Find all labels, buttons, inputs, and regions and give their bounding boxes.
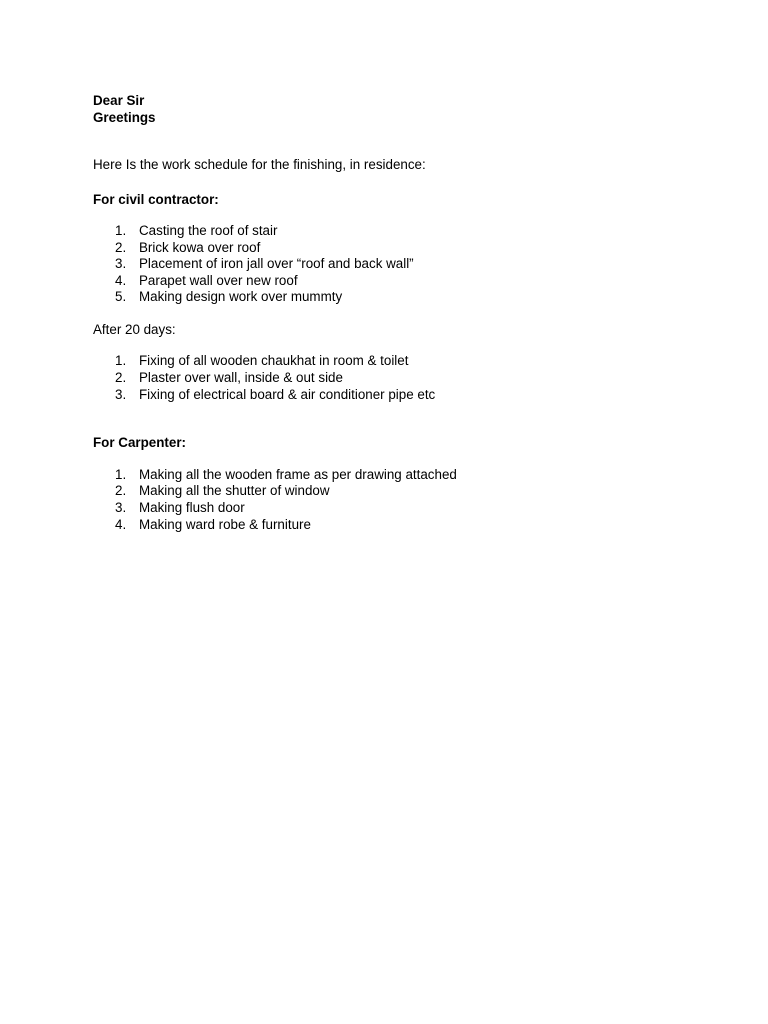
list-item-text: Making flush door [139, 499, 245, 515]
list-item-text: Making ward robe & furniture [139, 516, 311, 532]
list-item [93, 273, 713, 290]
letter-page [93, 93, 713, 533]
list-item-number: 1. [115, 466, 127, 482]
list-item [93, 353, 713, 370]
list-item [93, 370, 713, 387]
list-item-number: 1. [115, 223, 127, 238]
list-item [93, 240, 713, 257]
list-item [93, 223, 713, 240]
intro-text: Here Is the work schedule for the finishing, in residence: [93, 157, 426, 172]
list-item-text: Casting the roof of stair [139, 223, 278, 238]
salutation: Dear Sir [93, 93, 145, 108]
civil-contractor-list [93, 223, 713, 306]
after-days-label: After 20 days: [93, 321, 176, 337]
list-item-number: 3. [115, 256, 127, 272]
civil-contractor-heading: For civil contractor: [93, 191, 219, 207]
list-item-text: Making all the shutter of window [139, 483, 330, 499]
carpenter-list [93, 467, 713, 533]
after-days-list [93, 353, 713, 403]
carpenter-heading: For Carpenter: [93, 435, 187, 451]
list-item-text: Making all the wooden frame as per drawing attached [139, 466, 457, 482]
list-item [93, 500, 713, 517]
list-item-number: 4. [115, 272, 127, 288]
list-item-text: Fixing of all wooden chaukhat in room & toilet [139, 353, 409, 369]
list-item-text: Brick kowa over roof [139, 239, 261, 255]
list-item-number: 3. [115, 386, 127, 402]
list-item [93, 467, 713, 484]
list-item-text: Plaster over wall, inside & out side [139, 370, 343, 386]
list-item-number: 2. [115, 239, 127, 255]
list-item-text: Fixing of electrical board & air conditioner pipe etc [139, 386, 436, 402]
list-item-number: 2. [115, 483, 127, 499]
list-item [93, 387, 713, 404]
list-item-number: 2. [115, 370, 127, 386]
list-item-text: Parapet wall over new roof [139, 272, 298, 288]
list-item [93, 483, 713, 500]
list-item-number: 5. [115, 289, 127, 305]
list-item-text: Making design work over mummty [139, 289, 343, 305]
list-item-number: 3. [115, 499, 127, 515]
list-item [93, 289, 713, 306]
greeting: Greetings [93, 109, 156, 125]
list-item [93, 256, 713, 273]
list-item-number: 4. [115, 516, 127, 532]
list-item-number: 1. [115, 353, 127, 369]
list-item-text: Placement of iron jall over “roof and back wall” [139, 256, 414, 272]
list-item [93, 517, 713, 534]
